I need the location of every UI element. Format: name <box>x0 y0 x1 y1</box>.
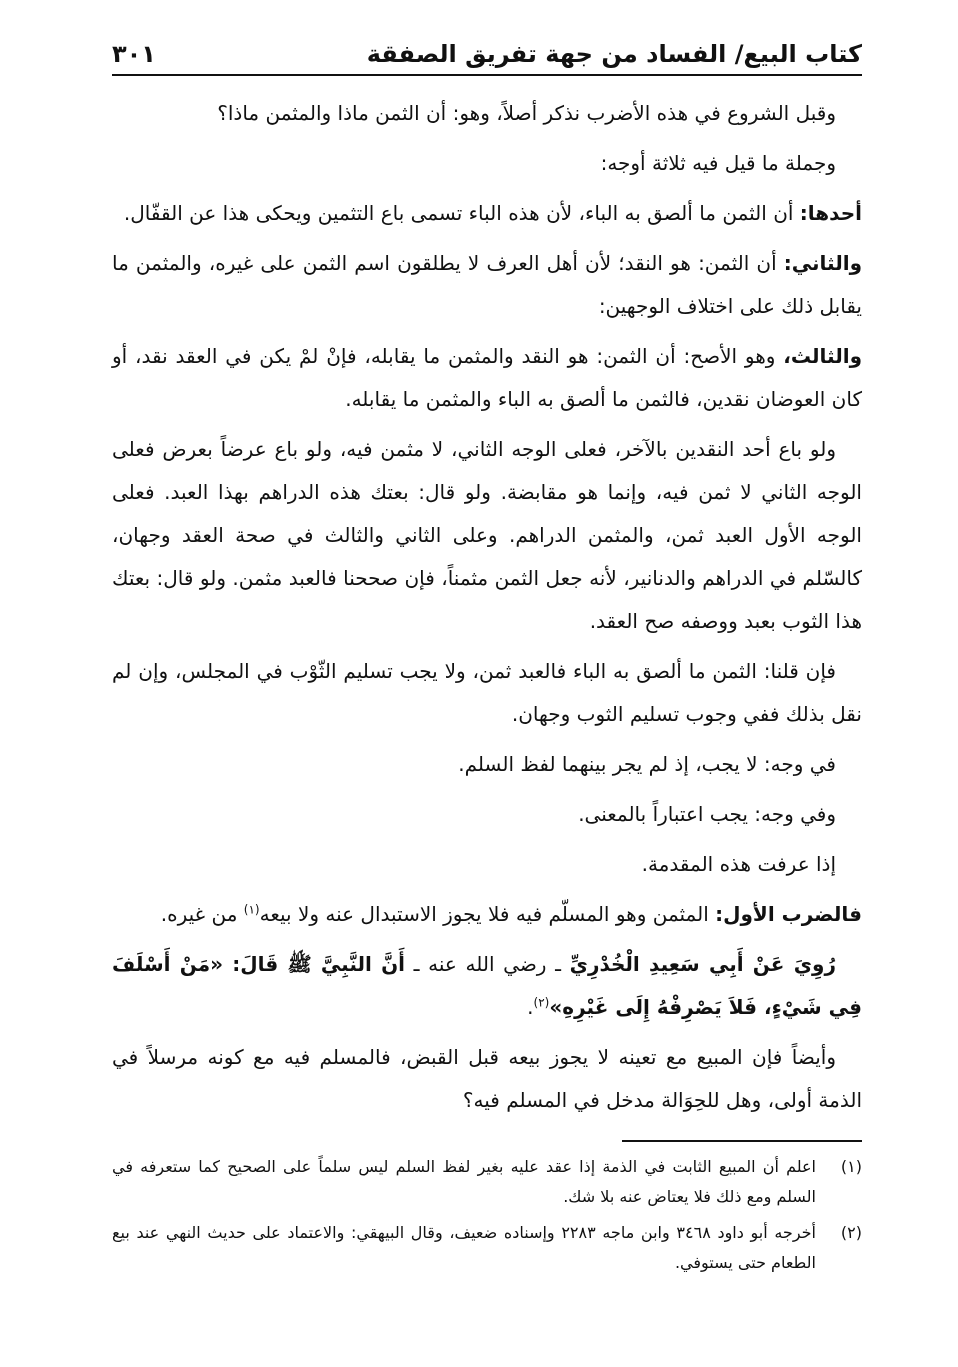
paragraph-7: فإن قلنا: الثمن ما ألصق به الباء فالعبد ثمن، ولا يجب تسليم الثّوْب في المجلس، وإن لم نقل بذلك ففي وجوب تسليم الثوب وجهان. <box>112 659 862 726</box>
footnote-ref-2[interactable]: (٢) <box>533 995 550 1010</box>
paragraph-10: إذا عرفت هذه المقدمة. <box>641 852 836 876</box>
honorific: ـ رضي الله عنه ـ <box>405 952 570 976</box>
footnote-1 <box>112 1152 862 1212</box>
footnotes <box>112 1152 862 1284</box>
hadith-text: أَنَّ النَّبِيَّ ﷺ قَالَ: «مَنْ أَسْلَفَ فِي شَيْءٍ، فَلاَ يَصْرِفْهُ إِلَى غَيْرِهِ» <box>112 952 862 1019</box>
paragraph-3 <box>112 192 862 235</box>
paragraph-text: أن الثمن: هو النقد؛ لأن أهل العرف لا يطلقون اسم الثمن على غيره، والمثمن ما يقابل ذلك على اختلاف الوجهين: <box>112 251 862 318</box>
paragraph-6: ولو باع أحد النقدين بالآخر، فعلى الوجه الثاني، لا مثمن فيه، ولو باع عرضاً بعرض فعلى الوجه الثاني لا ثمن فيه، وإنما هو مقابضة. ولو قال: بعتك هذه الدراهم بهذا العبد. فعلى الوجه الأول العبد ثمن، والمثمن الدراهم. وعلى الثاني والثالث في صحة العقد وجهان، كالسّلم في الدراهم والدنانير، لأنه جعل الثمن مثمناً، فإن صححنا فالعبد مثمن. ولو قال: بعتك هذا الثوب بعبد ووصفه صح العقد. <box>112 437 862 633</box>
paragraph-end: . <box>527 995 534 1019</box>
paragraph-8: في وجه: لا يجب، إذ لم يجر بينهما لفظ السلم. <box>458 752 836 776</box>
running-title: كتاب البيع/ الفساد من جهة تفريق الصفقة <box>366 40 862 68</box>
paragraph-13: وأيضاً فإن المبيع مع تعينه لا يجوز بيعه قبل القبض، فالمسلم فيه مع كونه مرسلاً في الذمة أولى، وهل للحِوَالة مدخل في المسلم فيه؟ <box>112 1045 862 1112</box>
paragraph-lead: والثاني: <box>783 251 862 275</box>
footnote-ref-1[interactable]: (١) <box>243 902 260 917</box>
main-text <box>112 92 862 1129</box>
paragraph-11 <box>112 893 862 936</box>
paragraph-9: وفي وجه: يجب اعتباراً بالمعنى. <box>578 802 836 826</box>
footnote-text: أخرجه أبو داود ٣٤٦٨ وابن ماجه ٢٢٨٣ وإسناده ضعيف، وقال البيهقي: والاعتماد على حديث النهي عند بيع الطعام حتى يستوفي. <box>112 1223 816 1272</box>
paragraph-4 <box>112 242 862 328</box>
footnote-number: (١) <box>840 1157 862 1176</box>
paragraph-12 <box>112 943 862 1029</box>
paragraph-text: أن الثمن ما ألصق به الباء، لأن هذه الباء تسمى باع التثمين ويحكى هذا عن القفّال. <box>123 201 800 225</box>
page-header <box>112 38 862 76</box>
footnote-text: اعلم أن المبيع الثابت في الذمة إذا عقد عليه بغير لفظ السلم ليس سلماً على الصحيح كما ستعرفه في السلم ومع ذلك فلا يعتاض عنه بلا شك. <box>112 1157 816 1206</box>
paragraph-tail: من غيره. <box>160 902 244 926</box>
hadith-narrator: رُوِيَ عَنْ أَبِي سَعِيدِ الْخُدْرِيِّ <box>569 952 836 976</box>
footnote-divider <box>622 1140 862 1142</box>
paragraph-lead: أحدها: <box>799 201 862 225</box>
paragraph-2: وجملة ما قيل فيه ثلاثة أوجه: <box>600 151 836 175</box>
paragraph-5 <box>112 335 862 421</box>
paragraph-lead: والثالث، <box>783 344 862 368</box>
footnote-number: (٢) <box>840 1223 862 1242</box>
footnote-2 <box>112 1218 862 1278</box>
paragraph-text: وهو الأصح: أن الثمن: هو النقد والمثمن ما يقابله، فإنْ لمْ يكن في العقد نقد، أو كان العوضان نقدين، فالثمن ما ألصق به الباء والمثمن ما يقابله. <box>112 344 862 411</box>
page-number: ٣٠١ <box>112 40 156 68</box>
paragraph-lead: فالضرب الأول: <box>715 902 862 926</box>
paragraph-1: وقبل الشروع في هذه الأضرب نذكر أصلاً، وهو: أن الثمن ماذا والمثمن ماذا؟ <box>217 101 836 125</box>
paragraph-text: المثمن وهو المسلّم فيه فلا يجوز الاستبدال عنه ولا بيعه <box>259 902 716 926</box>
